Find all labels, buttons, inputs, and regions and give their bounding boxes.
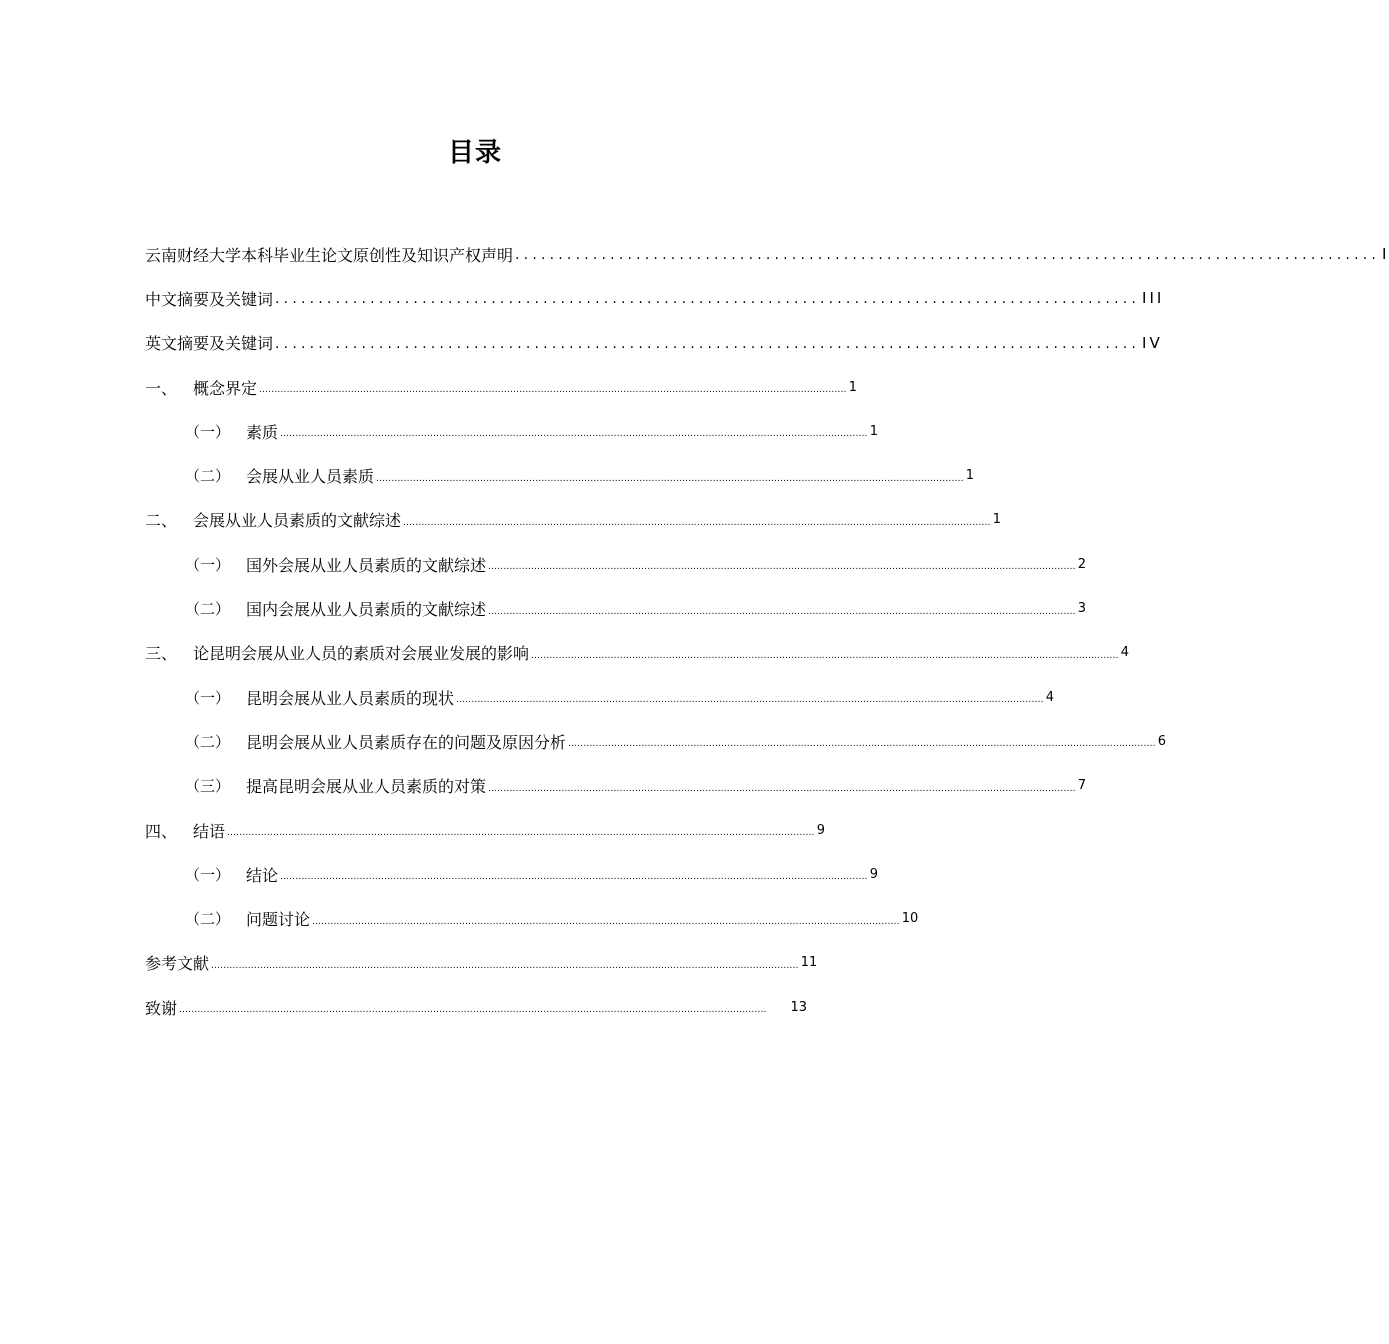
toc-leader: ................................................................................................................................................................................................	[227, 828, 815, 838]
toc-entry-page: 7	[1077, 778, 1086, 794]
toc-entry-label: 结语	[193, 821, 226, 841]
toc-leader: ................................................................................................................................................................................................	[179, 1005, 767, 1016]
toc-entry-label: 提高昆明会展从业人员素质的对策	[246, 777, 487, 797]
toc-entry-label: 会展从业人员素质	[246, 467, 375, 487]
toc-entry-page: 1	[992, 512, 1001, 528]
toc-entry-number: （一）	[185, 688, 231, 707]
toc-entry-chapter-1[interactable]	[145, 365, 857, 409]
toc-entry-label: 问题讨论	[246, 910, 311, 930]
toc-entry-page: 9	[869, 866, 878, 882]
toc-entry-page: 3	[1077, 601, 1086, 617]
toc-entry-number: 二、	[145, 511, 178, 531]
toc-entry-page: 13	[790, 999, 807, 1015]
toc-entry-page: 1	[869, 423, 878, 439]
toc-leader: ................................................................................................................................................................................................	[259, 385, 847, 396]
toc-entry-number: （一）	[185, 422, 231, 441]
toc-entry-number: （二）	[185, 467, 231, 486]
toc-entry-label: 致谢	[145, 998, 178, 1018]
toc-entry-number: 四、	[145, 821, 178, 841]
toc-entry-chapter-3[interactable]	[145, 631, 1129, 675]
toc-entry-section-3-3[interactable]	[145, 764, 1086, 808]
toc-entry-label: 结论	[246, 865, 279, 885]
toc-entry-number: 一、	[145, 378, 178, 398]
toc-entry-chinese-abstract[interactable]	[145, 276, 1165, 320]
toc-entry-label: 国内会展从业人员素质的文献综述	[246, 600, 487, 620]
toc-entry-references[interactable]	[145, 941, 818, 985]
toc-entry-section-4-2[interactable]	[145, 896, 919, 940]
toc-leader: ................................................................................................................................................................................................	[456, 695, 1044, 706]
toc-entry-page: 9	[816, 822, 825, 838]
toc-leader: ....................................................................................................	[275, 335, 1141, 352]
toc-leader: ................................................................................................................................................................................................	[280, 872, 868, 883]
toc-entry-label: 论昆明会展从业人员的素质对会展业发展的影响	[193, 644, 530, 664]
toc-entry-page: 1	[848, 379, 857, 395]
toc-entry-label: 英文摘要及关键词	[145, 334, 274, 354]
toc-entry-page: I	[1382, 245, 1389, 264]
toc-entry-label: 昆明会展从业人员素质存在的问题及原因分析	[246, 732, 567, 752]
toc-entry-acknowledgements[interactable]	[145, 985, 807, 1029]
toc-entry-page: 4	[1120, 645, 1129, 661]
toc-entry-number: 三、	[145, 644, 178, 664]
toc-entry-page: 4	[1045, 689, 1054, 705]
toc-entry-section-4-1[interactable]	[145, 852, 878, 896]
toc-entry-label: 昆明会展从业人员素质的现状	[246, 688, 455, 708]
toc-entry-page: 6	[1157, 733, 1166, 749]
toc-entry-label: 云南财经大学本科毕业生论文原创性及知识产权声明	[145, 245, 514, 265]
toc-entry-number: （一）	[185, 865, 231, 884]
toc-entry-section-1-1[interactable]	[145, 409, 878, 453]
toc-entry-page: 2	[1077, 556, 1086, 572]
toc-entry-number: （二）	[185, 600, 231, 619]
toc-entry-page: 11	[800, 955, 818, 971]
toc-entry-label: 素质	[246, 422, 279, 442]
toc-entry-page: 10	[901, 911, 919, 927]
toc-entry-section-1-2[interactable]	[145, 453, 974, 497]
toc-entry-chapter-4[interactable]	[145, 808, 825, 852]
toc-entry-section-2-1[interactable]	[145, 542, 1086, 586]
table-of-contents	[145, 232, 1389, 1029]
toc-entry-page: IV	[1142, 333, 1163, 352]
toc-leader: ................................................................................................................................................................................................	[211, 960, 799, 971]
toc-entry-number: （二）	[185, 732, 231, 751]
toc-entry-declaration[interactable]	[145, 232, 1389, 276]
toc-leader: ................................................................................................................................................................................................	[376, 473, 964, 484]
toc-entry-chapter-2[interactable]	[145, 498, 1001, 542]
toc-leader: ....................................................................................................	[515, 247, 1381, 264]
page-title: 目录	[447, 138, 502, 168]
toc-leader: ................................................................................................................................................................................................	[488, 606, 1076, 617]
toc-leader: ....................................................................................................	[275, 291, 1141, 308]
toc-leader: ................................................................................................................................................................................................	[403, 517, 991, 528]
toc-entry-label: 国外会展从业人员素质的文献综述	[246, 555, 487, 575]
toc-entry-number: （一）	[185, 555, 231, 574]
toc-entry-label: 参考文献	[145, 954, 210, 974]
toc-entry-number: （二）	[185, 910, 231, 929]
toc-entry-page: 1	[965, 468, 974, 484]
toc-leader: ................................................................................................................................................................................................	[488, 562, 1076, 573]
toc-entry-number: （三）	[185, 777, 231, 796]
toc-entry-english-abstract[interactable]	[145, 321, 1163, 365]
toc-entry-section-3-2[interactable]	[145, 719, 1166, 763]
toc-entry-label: 会展从业人员素质的文献综述	[193, 511, 402, 531]
toc-leader: ................................................................................................................................................................................................	[312, 916, 900, 927]
toc-leader: ................................................................................................................................................................................................	[280, 429, 868, 440]
toc-entry-label: 概念界定	[193, 378, 258, 398]
toc-entry-label: 中文摘要及关键词	[145, 289, 274, 309]
toc-entry-section-3-1[interactable]	[145, 675, 1054, 719]
toc-leader: ................................................................................................................................................................................................	[531, 650, 1119, 661]
toc-entry-section-2-2[interactable]	[145, 586, 1086, 630]
toc-leader: ................................................................................................................................................................................................	[568, 739, 1156, 750]
toc-entry-page: III	[1142, 289, 1165, 308]
toc-leader: ................................................................................................................................................................................................	[488, 783, 1076, 794]
